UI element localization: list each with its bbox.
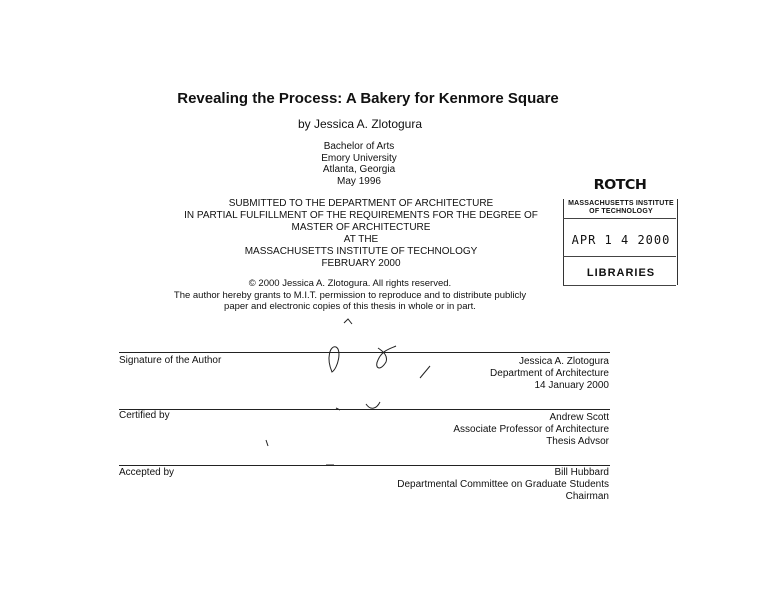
signer-name: Bill Hubbard [554, 467, 609, 478]
signature-date: 14 January 2000 [534, 380, 609, 391]
signature-rule [119, 352, 610, 353]
submission-line: MASTER OF ARCHITECTURE [291, 222, 431, 233]
signer-name: Andrew Scott [549, 412, 609, 423]
rotch-stamp-header: ROTCH [593, 178, 647, 193]
copyright-line: © 2000 Jessica A. Zlotogura. All rights reserved. [248, 278, 452, 289]
pen-mark [344, 319, 352, 324]
signature-rule [119, 465, 610, 466]
submission-line: MASSACHUSETTS INSTITUTE OF TECHNOLOGY [244, 246, 478, 257]
signature-stroke [377, 346, 396, 368]
university-line: Emory University [321, 152, 397, 164]
submission-line: FEBRUARY 2000 [321, 258, 401, 269]
signature-stroke [329, 347, 339, 372]
author-signature-label: Signature of the Author [119, 355, 222, 366]
acceptor-details [397, 467, 609, 503]
permission-line: paper and electronic copies of this thesis in whole or in part. [224, 301, 476, 312]
certifier-details [453, 412, 609, 448]
author-line: by Jessica A. Zlotogura [297, 117, 423, 131]
submission-line: IN PARTIAL FULFILLMENT OF THE REQUIREMENTS FOR THE DEGREE OF [184, 210, 538, 221]
degree-line: Bachelor of Arts [323, 141, 395, 152]
stamp-institution-line: MASSACHUSETTS INSTITUTE [568, 200, 674, 207]
location-line: Atlanta, Georgia [322, 164, 396, 175]
signer-department: Department of Architecture [490, 368, 609, 379]
signer-role: Chairman [565, 491, 609, 502]
submission-line: AT THE [343, 234, 379, 245]
pen-mark [266, 440, 268, 446]
signature-rule [119, 409, 610, 410]
accepted-by-label: Accepted by [119, 467, 175, 478]
signer-name: Jessica A. Zlotogura [518, 356, 609, 367]
author-signature-details [490, 356, 609, 392]
signer-title: Associate Professor of Architecture [453, 424, 609, 435]
stamp-date: APR 1 4 2000 [571, 233, 671, 247]
degree-date-line: May 1996 [337, 175, 381, 187]
thesis-title: Revealing the Process: A Bakery for Kenmore Square [177, 90, 559, 107]
signer-title: Departmental Committee on Graduate Students [397, 479, 609, 490]
stamp-libraries: LIBRARIES [586, 267, 656, 279]
permission-line: The author hereby grants to M.I.T. permission to reproduce and to distribute publicly [173, 289, 527, 301]
signature-stroke [420, 366, 430, 378]
signature-stroke [366, 402, 380, 408]
signer-role: Thesis Advsor [546, 436, 609, 447]
stamp-institution-line: OF TECHNOLOGY [589, 208, 653, 215]
submission-line: SUBMITTED TO THE DEPARTMENT OF ARCHITECTURE [228, 198, 494, 209]
certified-by-label: Certified by [119, 410, 170, 421]
